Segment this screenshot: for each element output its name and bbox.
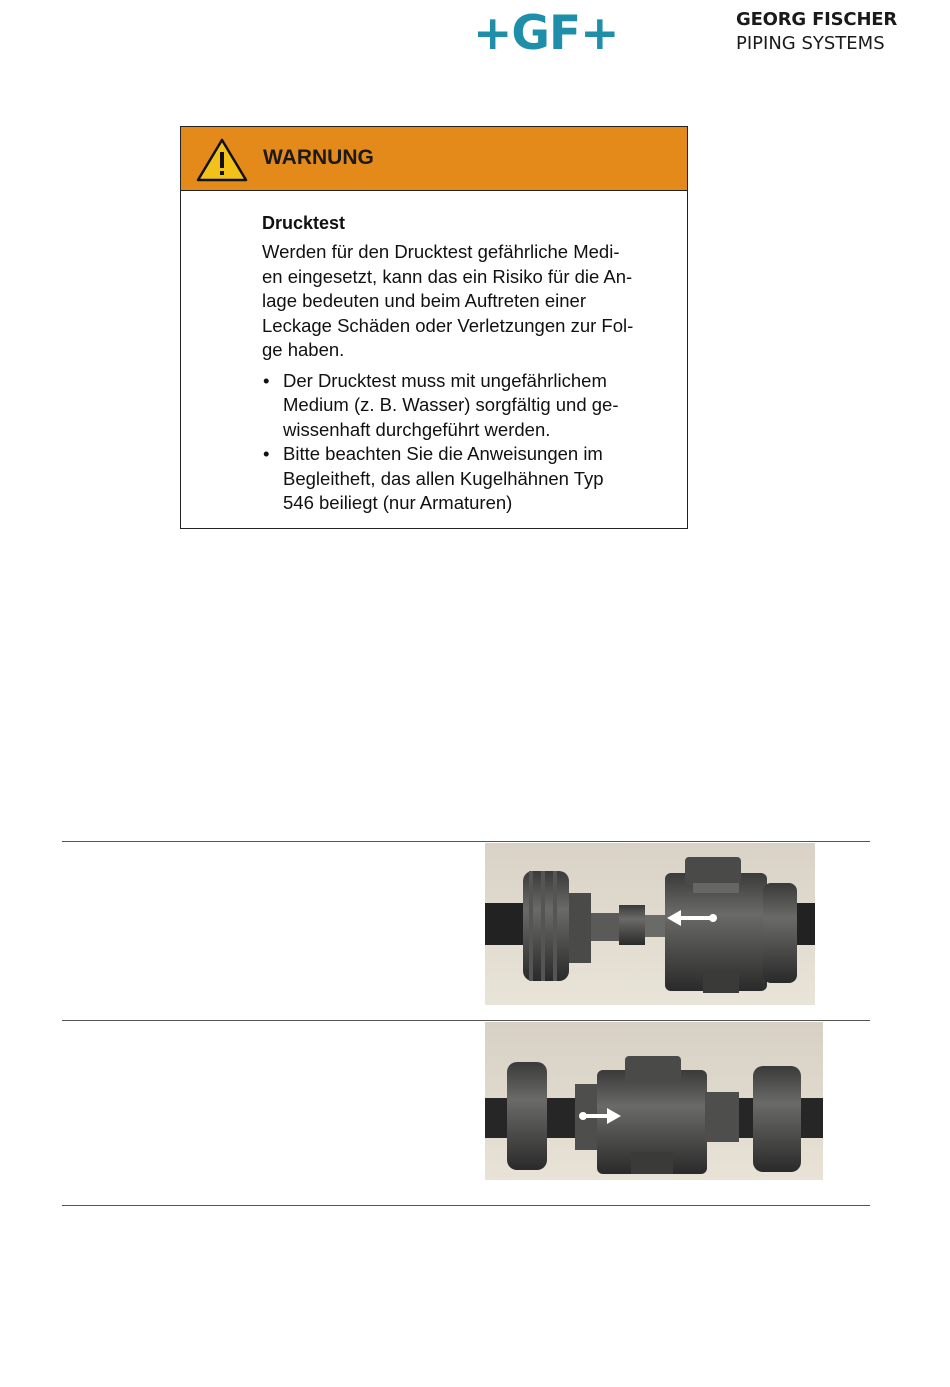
warning-line: Werden für den Drucktest gefährliche Medi-: [262, 241, 620, 262]
bullet-item: [262, 369, 677, 443]
divider: [62, 1020, 870, 1021]
gf-logo: +GF+: [473, 6, 619, 61]
company-name: [736, 8, 897, 56]
warning-triangle-icon: [196, 138, 248, 182]
valve-photo-1: [485, 843, 815, 1005]
warning-line: lage bedeuten und beim Auftreten einer: [262, 290, 586, 311]
warning-line: en eingesetzt, kann das ein Risiko für die An-: [262, 265, 633, 287]
bullet-line: Der Drucktest muss mit ungefährlichem: [283, 369, 607, 391]
bullet-icon: •: [263, 369, 270, 391]
bullet-icon: •: [263, 443, 270, 464]
divider: [62, 841, 870, 842]
bullet-line: Begleitheft, das allen Kugelhähnen Typ: [283, 467, 604, 489]
bullet-item: [262, 442, 677, 516]
valve-photo-2: [485, 1022, 823, 1180]
bullet-line: wissenhaft durchgeführt werden.: [283, 418, 551, 440]
bullet-line: 546 beiliegt (nur Armaturen): [283, 492, 513, 513]
warning-bullets: [262, 369, 677, 516]
warning-line: ge haben.: [262, 339, 345, 360]
bullet-line: Medium (z. B. Wasser) sorgfältig und ge-: [283, 394, 619, 415]
warning-header: [181, 127, 687, 191]
warning-subtitle: Drucktest: [262, 213, 346, 233]
warning-line: Leckage Schäden oder Verletzungen zur Fol-: [262, 314, 634, 336]
warning-title: WARNUNG: [263, 146, 374, 169]
divider: [62, 1205, 870, 1206]
company-line-1: GEORG FISCHER: [736, 9, 898, 30]
company-line-2: PIPING SYSTEMS: [736, 33, 885, 54]
bullet-line: Bitte beachten Sie die Anweisungen im: [283, 443, 603, 464]
warning-paragraph: [262, 240, 677, 363]
warning-box: [180, 126, 688, 529]
warning-body: [262, 213, 677, 516]
